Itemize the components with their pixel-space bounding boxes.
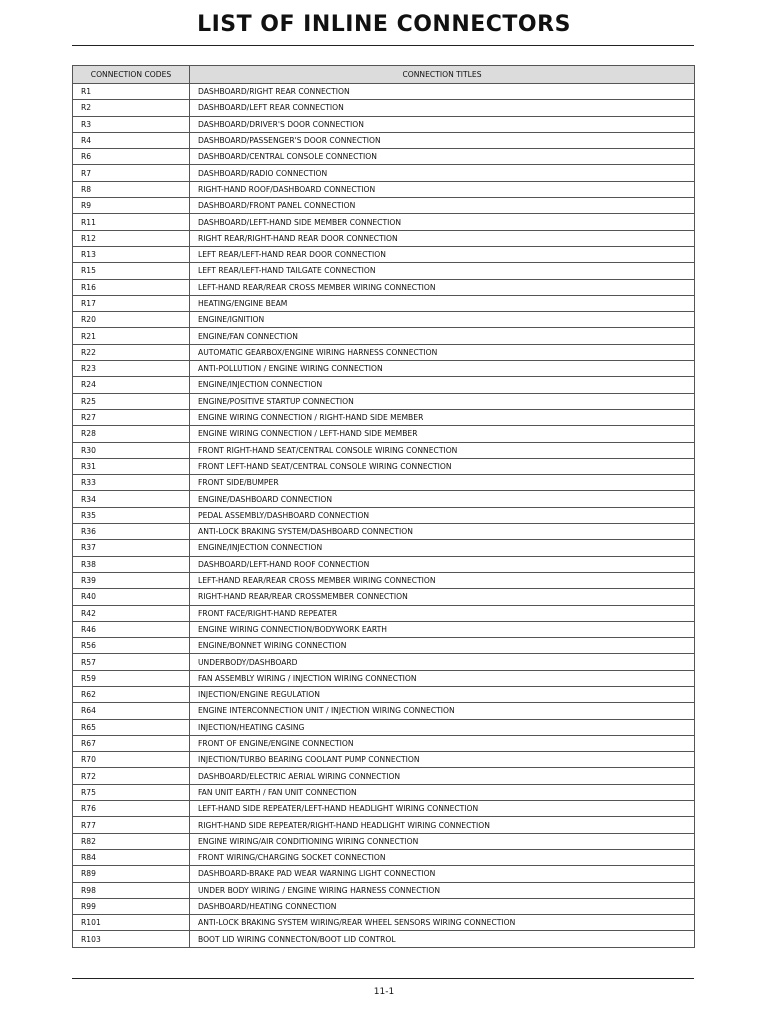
- connection-title: ENGINE/FAN CONNECTION: [190, 328, 695, 344]
- connection-code: R16: [73, 279, 190, 295]
- table-row: [73, 572, 695, 588]
- connection-title: PEDAL ASSEMBLY/DASHBOARD CONNECTION: [190, 507, 695, 523]
- table-row: [73, 491, 695, 507]
- table-row: [73, 638, 695, 654]
- table-row: [73, 833, 695, 849]
- connection-code: R84: [73, 849, 190, 865]
- table-row: [73, 116, 695, 132]
- connection-code: R6: [73, 149, 190, 165]
- table-row: [73, 279, 695, 295]
- connection-title: INJECTION/ENGINE REGULATION: [190, 686, 695, 702]
- table-row: [73, 768, 695, 784]
- footer-divider: [72, 978, 694, 979]
- connection-code: R25: [73, 393, 190, 409]
- connection-title: DASHBOARD/LEFT REAR CONNECTION: [190, 100, 695, 116]
- table-row: [73, 295, 695, 311]
- connection-title: DASHBOARD/LEFT-HAND ROOF CONNECTION: [190, 556, 695, 572]
- connection-code: R31: [73, 458, 190, 474]
- connection-title: LEFT REAR/LEFT-HAND TAILGATE CONNECTION: [190, 263, 695, 279]
- connection-title: BOOT LID WIRING CONNECTON/BOOT LID CONTROL: [190, 931, 695, 947]
- connection-title: DASHBOARD/PASSENGER'S DOOR CONNECTION: [190, 132, 695, 148]
- connection-code: R46: [73, 621, 190, 637]
- connection-title: RIGHT-HAND SIDE REPEATER/RIGHT-HAND HEADLIGHT WIRING CONNECTION: [190, 817, 695, 833]
- connection-code: R77: [73, 817, 190, 833]
- connection-title: FRONT RIGHT-HAND SEAT/CENTRAL CONSOLE WIRING CONNECTION: [190, 442, 695, 458]
- table-row: [73, 605, 695, 621]
- connection-code: R27: [73, 409, 190, 425]
- connection-code: R17: [73, 295, 190, 311]
- table-row: [73, 540, 695, 556]
- connection-code: R23: [73, 361, 190, 377]
- connection-code: R2: [73, 100, 190, 116]
- connection-title: FRONT LEFT-HAND SEAT/CENTRAL CONSOLE WIRING CONNECTION: [190, 458, 695, 474]
- connection-title: FRONT SIDE/BUMPER: [190, 475, 695, 491]
- table-row: [73, 866, 695, 882]
- table-row: [73, 915, 695, 931]
- table-row: [73, 898, 695, 914]
- connection-code: R40: [73, 589, 190, 605]
- table-row: [73, 442, 695, 458]
- connection-code: R35: [73, 507, 190, 523]
- connection-title: FAN ASSEMBLY WIRING / INJECTION WIRING CONNECTION: [190, 670, 695, 686]
- connection-code: R3: [73, 116, 190, 132]
- connection-title: UNDERBODY/DASHBOARD: [190, 654, 695, 670]
- connection-code: R37: [73, 540, 190, 556]
- connection-title: ENGINE/IGNITION: [190, 312, 695, 328]
- header-connection-titles: CONNECTION TITLES: [190, 66, 695, 84]
- table-row: [73, 198, 695, 214]
- connection-code: R34: [73, 491, 190, 507]
- connection-title: FRONT OF ENGINE/ENGINE CONNECTION: [190, 735, 695, 751]
- connection-code: R30: [73, 442, 190, 458]
- connection-code: R22: [73, 344, 190, 360]
- connection-title: DASHBOARD/FRONT PANEL CONNECTION: [190, 198, 695, 214]
- connection-code: R99: [73, 898, 190, 914]
- connection-title: FRONT WIRING/CHARGING SOCKET CONNECTION: [190, 849, 695, 865]
- connection-code: R56: [73, 638, 190, 654]
- connection-code: R65: [73, 719, 190, 735]
- table-row: [73, 181, 695, 197]
- connection-code: R76: [73, 801, 190, 817]
- connection-title: LEFT-HAND REAR/REAR CROSS MEMBER WIRING CONNECTION: [190, 279, 695, 295]
- table-row: [73, 817, 695, 833]
- table-row: [73, 703, 695, 719]
- table-row: [73, 214, 695, 230]
- connection-code: R33: [73, 475, 190, 491]
- connection-code: R103: [73, 931, 190, 947]
- table-row: [73, 507, 695, 523]
- connection-title: ENGINE/INJECTION CONNECTION: [190, 540, 695, 556]
- table-row: [73, 556, 695, 572]
- connection-title: RIGHT-HAND REAR/REAR CROSSMEMBER CONNECTION: [190, 589, 695, 605]
- table-row: [73, 524, 695, 540]
- table-body: [73, 84, 695, 948]
- table-row: [73, 801, 695, 817]
- connectors-table: [72, 65, 695, 948]
- connection-title: ENGINE/BONNET WIRING CONNECTION: [190, 638, 695, 654]
- title-divider: [72, 45, 694, 46]
- connection-title: RIGHT-HAND ROOF/DASHBOARD CONNECTION: [190, 181, 695, 197]
- page-title: LIST OF INLINE CONNECTORS: [197, 12, 571, 37]
- table-row: [73, 246, 695, 262]
- connection-code: R39: [73, 572, 190, 588]
- connection-title: ENGINE/DASHBOARD CONNECTION: [190, 491, 695, 507]
- table-row: [73, 132, 695, 148]
- connection-code: R12: [73, 230, 190, 246]
- connection-title: RIGHT REAR/RIGHT-HAND REAR DOOR CONNECTION: [190, 230, 695, 246]
- connection-title: ENGINE WIRING/AIR CONDITIONING WIRING CONNECTION: [190, 833, 695, 849]
- table-row: [73, 654, 695, 670]
- connection-code: R13: [73, 246, 190, 262]
- connection-title: LEFT-HAND REAR/REAR CROSS MEMBER WIRING CONNECTION: [190, 572, 695, 588]
- table-row: [73, 409, 695, 425]
- table-row: [73, 312, 695, 328]
- connection-code: R101: [73, 915, 190, 931]
- connection-code: R24: [73, 377, 190, 393]
- table-row: [73, 882, 695, 898]
- connection-title: DASHBOARD/CENTRAL CONSOLE CONNECTION: [190, 149, 695, 165]
- connection-title: DASHBOARD/LEFT-HAND SIDE MEMBER CONNECTION: [190, 214, 695, 230]
- table-row: [73, 849, 695, 865]
- table-row: [73, 784, 695, 800]
- table-row: [73, 165, 695, 181]
- table-row: [73, 263, 695, 279]
- connection-title: DASHBOARD/RADIO CONNECTION: [190, 165, 695, 181]
- connection-title: ANTI-LOCK BRAKING SYSTEM WIRING/REAR WHEEL SENSORS WIRING CONNECTION: [190, 915, 695, 931]
- connection-title: INJECTION/TURBO BEARING COOLANT PUMP CONNECTION: [190, 752, 695, 768]
- table-header-row: [73, 66, 695, 84]
- table-row: [73, 475, 695, 491]
- connection-code: R20: [73, 312, 190, 328]
- table-row: [73, 735, 695, 751]
- connection-code: R1: [73, 84, 190, 100]
- connection-title: ANTI-LOCK BRAKING SYSTEM/DASHBOARD CONNECTION: [190, 524, 695, 540]
- connection-title: FAN UNIT EARTH / FAN UNIT CONNECTION: [190, 784, 695, 800]
- connection-code: R21: [73, 328, 190, 344]
- connection-code: R82: [73, 833, 190, 849]
- connection-code: R59: [73, 670, 190, 686]
- connection-code: R57: [73, 654, 190, 670]
- connection-code: R9: [73, 198, 190, 214]
- table-row: [73, 84, 695, 100]
- table-row: [73, 230, 695, 246]
- table-row: [73, 621, 695, 637]
- table-row: [73, 361, 695, 377]
- table-row: [73, 393, 695, 409]
- connection-title: LEFT-HAND SIDE REPEATER/LEFT-HAND HEADLIGHT WIRING CONNECTION: [190, 801, 695, 817]
- connection-code: R11: [73, 214, 190, 230]
- connection-title: LEFT REAR/LEFT-HAND REAR DOOR CONNECTION: [190, 246, 695, 262]
- connection-code: R67: [73, 735, 190, 751]
- table-row: [73, 149, 695, 165]
- table-row: [73, 458, 695, 474]
- connection-code: R98: [73, 882, 190, 898]
- connection-code: R72: [73, 768, 190, 784]
- connection-title: ENGINE/POSITIVE STARTUP CONNECTION: [190, 393, 695, 409]
- connection-title: DASHBOARD/ELECTRIC AERIAL WIRING CONNECTION: [190, 768, 695, 784]
- connection-title: DASHBOARD/RIGHT REAR CONNECTION: [190, 84, 695, 100]
- table-row: [73, 589, 695, 605]
- table-row: [73, 328, 695, 344]
- connection-code: R28: [73, 426, 190, 442]
- connection-code: R38: [73, 556, 190, 572]
- connection-code: R4: [73, 132, 190, 148]
- connection-code: R64: [73, 703, 190, 719]
- table-row: [73, 344, 695, 360]
- table-row: [73, 752, 695, 768]
- table-row: [73, 100, 695, 116]
- connection-title: DASHBOARD-BRAKE PAD WEAR WARNING LIGHT CONNECTION: [190, 866, 695, 882]
- header-connection-codes: CONNECTION CODES: [73, 66, 190, 84]
- connection-title: ENGINE/INJECTION CONNECTION: [190, 377, 695, 393]
- table-row: [73, 426, 695, 442]
- table-row: [73, 719, 695, 735]
- table-row: [73, 686, 695, 702]
- connection-title: ANTI-POLLUTION / ENGINE WIRING CONNECTION: [190, 361, 695, 377]
- connection-code: R8: [73, 181, 190, 197]
- connection-title: UNDER BODY WIRING / ENGINE WIRING HARNESS CONNECTION: [190, 882, 695, 898]
- connection-code: R7: [73, 165, 190, 181]
- connection-code: R36: [73, 524, 190, 540]
- connection-code: R70: [73, 752, 190, 768]
- connection-code: R42: [73, 605, 190, 621]
- connection-title: DASHBOARD/DRIVER'S DOOR CONNECTION: [190, 116, 695, 132]
- connection-title: DASHBOARD/HEATING CONNECTION: [190, 898, 695, 914]
- connection-title: HEATING/ENGINE BEAM: [190, 295, 695, 311]
- table-row: [73, 670, 695, 686]
- page-number: 11-1: [373, 987, 395, 997]
- connection-code: R62: [73, 686, 190, 702]
- connection-code: R89: [73, 866, 190, 882]
- connection-title: INJECTION/HEATING CASING: [190, 719, 695, 735]
- connection-title: FRONT FACE/RIGHT-HAND REPEATER: [190, 605, 695, 621]
- connection-code: R75: [73, 784, 190, 800]
- connection-title: AUTOMATIC GEARBOX/ENGINE WIRING HARNESS CONNECTION: [190, 344, 695, 360]
- connection-title: ENGINE WIRING CONNECTION / LEFT-HAND SIDE MEMBER: [190, 426, 695, 442]
- connection-title: ENGINE WIRING CONNECTION/BODYWORK EARTH: [190, 621, 695, 637]
- connection-title: ENGINE WIRING CONNECTION / RIGHT-HAND SIDE MEMBER: [190, 409, 695, 425]
- connection-code: R15: [73, 263, 190, 279]
- connection-title: ENGINE INTERCONNECTION UNIT / INJECTION WIRING CONNECTION: [190, 703, 695, 719]
- table-row: [73, 377, 695, 393]
- table-row: [73, 931, 695, 947]
